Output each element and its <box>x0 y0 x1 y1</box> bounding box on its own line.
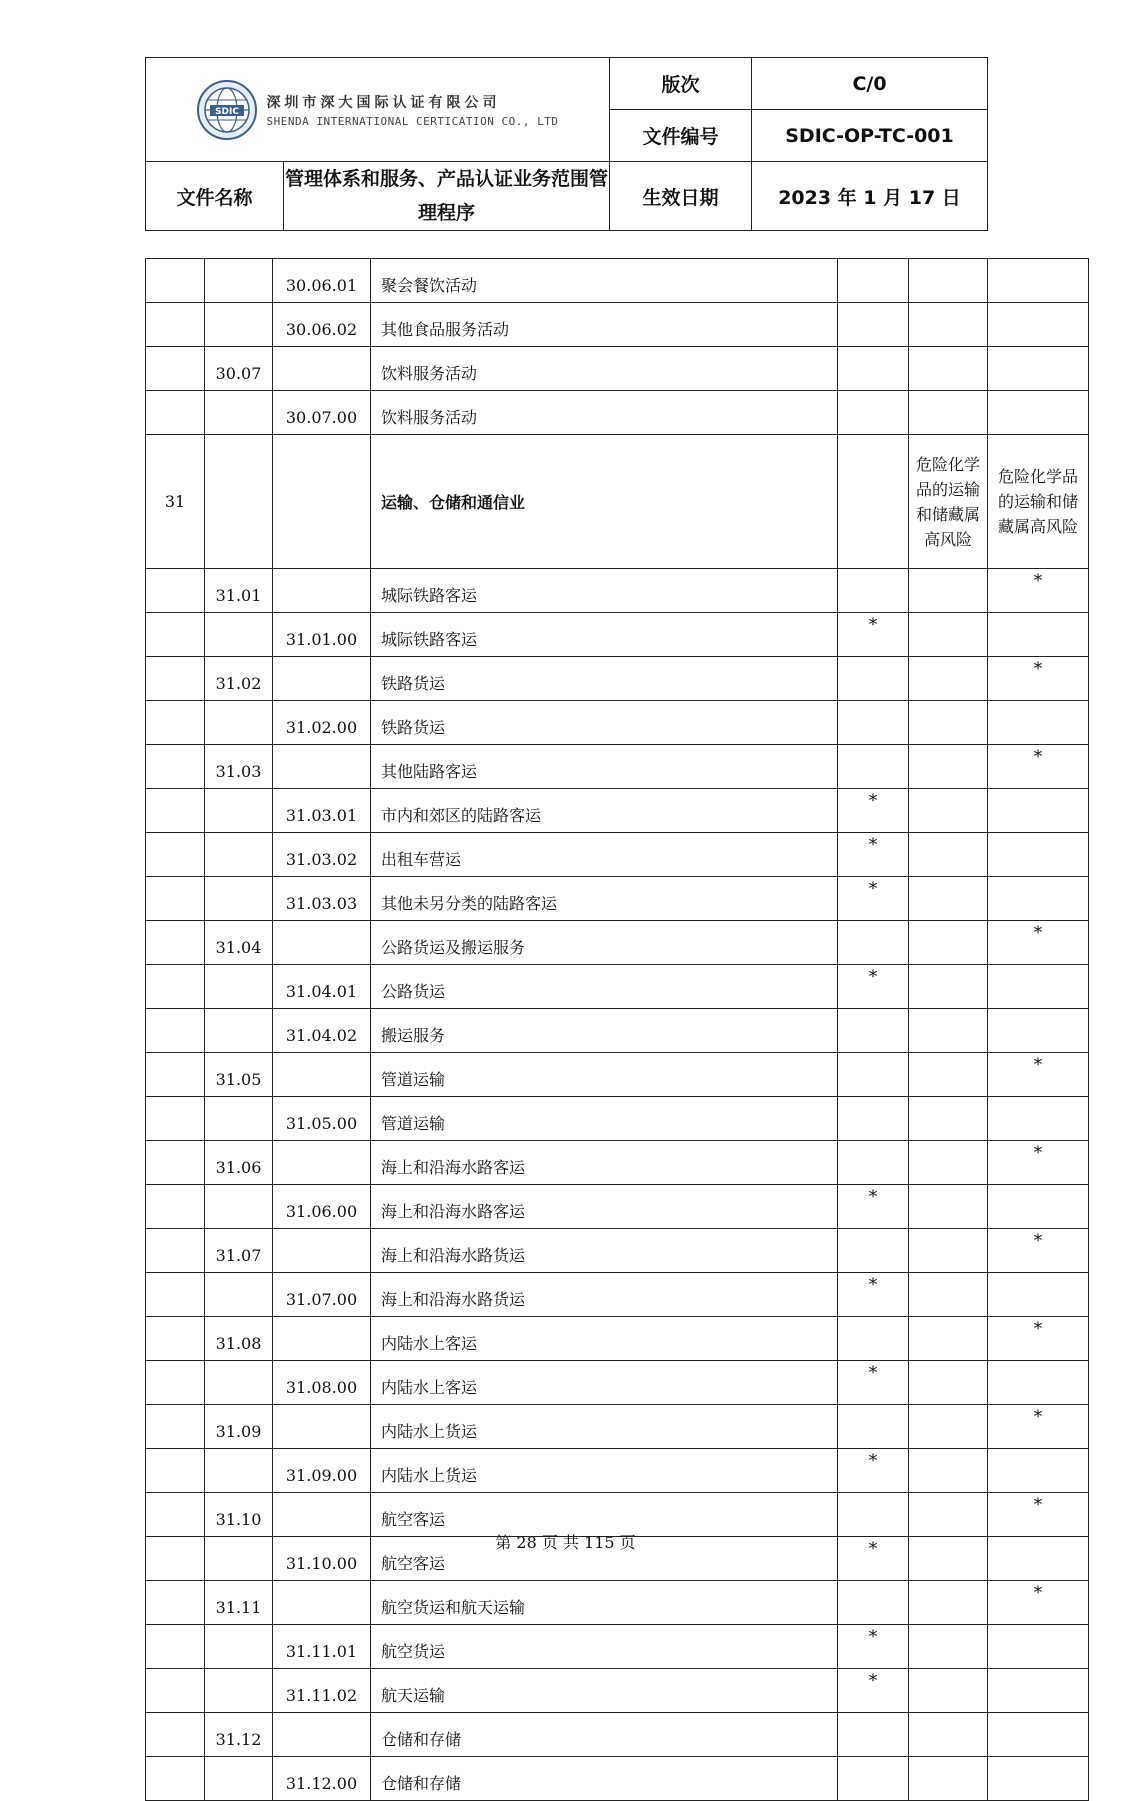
table-row <box>146 1097 1089 1141</box>
level1-code-cell <box>146 1361 205 1405</box>
table-row <box>146 569 1089 613</box>
mark-cell: * <box>838 1537 909 1581</box>
scope-name-cell: 其他食品服务活动 <box>371 303 838 347</box>
scope-name-cell: 航空客运 <box>371 1493 838 1537</box>
risk-cell-2: * <box>988 1493 1089 1537</box>
scope-name-cell: 其他陆路客运 <box>371 745 838 789</box>
level3-code-cell: 31.11.02 <box>273 1669 371 1713</box>
mark-cell <box>838 701 909 745</box>
mark-cell <box>838 1317 909 1361</box>
level2-code-cell <box>205 391 273 435</box>
risk-cell-2 <box>988 701 1089 745</box>
risk-cell-1 <box>909 965 988 1009</box>
risk-cell-2: * <box>988 1229 1089 1273</box>
level2-code-cell <box>205 877 273 921</box>
level1-code-cell <box>146 745 205 789</box>
scope-name-cell: 海上和沿海水路客运 <box>371 1141 838 1185</box>
scope-name-cell: 航天运输 <box>371 1669 838 1713</box>
level2-code-cell <box>205 1449 273 1493</box>
table-row <box>146 1405 1089 1449</box>
level1-code-cell <box>146 1757 205 1801</box>
scope-name-cell: 城际铁路客运 <box>371 613 838 657</box>
mark-cell <box>838 1229 909 1273</box>
mark-cell <box>838 1757 909 1801</box>
level3-code-cell <box>273 921 371 965</box>
effective-date-value: 2023 年 1 月 17 日 <box>752 162 988 231</box>
mark-cell: * <box>838 789 909 833</box>
level3-code-cell: 31.02.00 <box>273 701 371 745</box>
risk-cell-1: 危险化学品的运输和储藏属高风险 <box>909 435 988 569</box>
table-row <box>146 303 1089 347</box>
risk-cell-2 <box>988 1361 1089 1405</box>
doc-number-label: 文件编号 <box>610 110 752 162</box>
level2-code-cell: 31.04 <box>205 921 273 965</box>
table-row <box>146 1581 1089 1625</box>
risk-cell-2: * <box>988 1141 1089 1185</box>
level3-code-cell <box>273 347 371 391</box>
table-row <box>146 1625 1089 1669</box>
level2-code-cell: 31.09 <box>205 1405 273 1449</box>
level2-code-cell <box>205 1185 273 1229</box>
level1-code-cell <box>146 1053 205 1097</box>
risk-cell-1 <box>909 1361 988 1405</box>
mark-cell: * <box>838 1273 909 1317</box>
scope-name-cell: 城际铁路客运 <box>371 569 838 613</box>
scope-name-cell: 航空客运 <box>371 1537 838 1581</box>
risk-cell-1 <box>909 613 988 657</box>
risk-cell-1 <box>909 789 988 833</box>
risk-cell-2 <box>988 965 1089 1009</box>
level1-code-cell <box>146 613 205 657</box>
scope-name-cell: 市内和郊区的陆路客运 <box>371 789 838 833</box>
level1-code-cell <box>146 1273 205 1317</box>
risk-cell-2 <box>988 1757 1089 1801</box>
risk-cell-2: * <box>988 1053 1089 1097</box>
risk-cell-2 <box>988 1625 1089 1669</box>
risk-cell-1 <box>909 833 988 877</box>
table-row <box>146 789 1089 833</box>
scope-name-cell: 管道运输 <box>371 1097 838 1141</box>
risk-cell-2 <box>988 1185 1089 1229</box>
doc-number-value: SDIC-OP-TC-001 <box>752 110 988 162</box>
table-row <box>146 921 1089 965</box>
level1-code-cell <box>146 1097 205 1141</box>
scope-name-cell: 内陆水上货运 <box>371 1405 838 1449</box>
risk-cell-2: * <box>988 1581 1089 1625</box>
risk-cell-1 <box>909 303 988 347</box>
mark-cell: * <box>838 1669 909 1713</box>
scope-table <box>145 258 1089 1801</box>
level2-code-cell: 31.12 <box>205 1713 273 1757</box>
level1-code-cell <box>146 1229 205 1273</box>
level1-code-cell <box>146 657 205 701</box>
table-row <box>146 701 1089 745</box>
level3-code-cell <box>273 569 371 613</box>
mark-cell: * <box>838 965 909 1009</box>
level2-code-cell <box>205 1361 273 1405</box>
company-name-en: SHENDA INTERNATIONAL CERTICATION CO., LTD <box>266 114 559 128</box>
doc-name-value: 管理体系和服务、产品认证业务范围管理程序 <box>284 162 610 231</box>
risk-cell-1 <box>909 259 988 303</box>
level2-code-cell <box>205 613 273 657</box>
level2-code-cell <box>205 1097 273 1141</box>
level2-code-cell <box>205 435 273 569</box>
risk-cell-1 <box>909 1141 988 1185</box>
mark-cell: * <box>838 877 909 921</box>
scope-name-cell: 管道运输 <box>371 1053 838 1097</box>
mark-cell <box>838 1053 909 1097</box>
risk-cell-1 <box>909 1185 988 1229</box>
level3-code-cell: 30.06.01 <box>273 259 371 303</box>
risk-cell-1 <box>909 1625 988 1669</box>
risk-cell-2: * <box>988 657 1089 701</box>
level2-code-cell <box>205 1669 273 1713</box>
mark-cell: * <box>838 1449 909 1493</box>
risk-cell-1 <box>909 1053 988 1097</box>
company-logo-icon <box>196 79 258 141</box>
level3-code-cell: 31.05.00 <box>273 1097 371 1141</box>
table-row <box>146 1317 1089 1361</box>
level1-code-cell <box>146 303 205 347</box>
company-name-cn: 深圳市深大国际认证有限公司 <box>266 94 501 111</box>
level1-code-cell <box>146 569 205 613</box>
risk-cell-1 <box>909 1317 988 1361</box>
risk-cell-2 <box>988 789 1089 833</box>
mark-cell <box>838 1581 909 1625</box>
level3-code-cell <box>273 1053 371 1097</box>
scope-name-cell: 其他未另分类的陆路客运 <box>371 877 838 921</box>
risk-cell-2 <box>988 1713 1089 1757</box>
level3-code-cell: 31.04.02 <box>273 1009 371 1053</box>
level2-code-cell: 31.11 <box>205 1581 273 1625</box>
document-header <box>145 57 988 231</box>
scope-name-cell: 仓储和存储 <box>371 1757 838 1801</box>
risk-cell-1 <box>909 921 988 965</box>
level3-code-cell: 31.09.00 <box>273 1449 371 1493</box>
scope-name-cell: 内陆水上客运 <box>371 1317 838 1361</box>
mark-cell: * <box>838 833 909 877</box>
risk-cell-2 <box>988 1669 1089 1713</box>
risk-cell-2: * <box>988 1405 1089 1449</box>
mark-cell <box>838 1405 909 1449</box>
level3-code-cell <box>273 745 371 789</box>
level2-code-cell <box>205 789 273 833</box>
mark-cell <box>838 745 909 789</box>
mark-cell: * <box>838 1625 909 1669</box>
table-row <box>146 745 1089 789</box>
risk-cell-1 <box>909 1713 988 1757</box>
level2-code-cell <box>205 1009 273 1053</box>
table-row <box>146 1273 1089 1317</box>
level2-code-cell: 31.10 <box>205 1493 273 1537</box>
mark-cell <box>838 921 909 965</box>
level3-code-cell: 31.12.00 <box>273 1757 371 1801</box>
mark-cell <box>838 435 909 569</box>
risk-cell-2 <box>988 259 1089 303</box>
risk-cell-2 <box>988 347 1089 391</box>
scope-name-cell: 铁路货运 <box>371 701 838 745</box>
level2-code-cell <box>205 1625 273 1669</box>
risk-cell-1 <box>909 657 988 701</box>
scope-name-cell: 航空货运 <box>371 1625 838 1669</box>
level3-code-cell <box>273 1229 371 1273</box>
table-row <box>146 833 1089 877</box>
level2-code-cell <box>205 1757 273 1801</box>
level1-code-cell <box>146 1625 205 1669</box>
level2-code-cell: 31.08 <box>205 1317 273 1361</box>
table-row <box>146 1053 1089 1097</box>
risk-cell-1 <box>909 1009 988 1053</box>
mark-cell: * <box>838 613 909 657</box>
scope-name-cell: 仓储和存储 <box>371 1713 838 1757</box>
page-footer: 第 28 页 共 115 页 <box>495 1533 636 1552</box>
level1-code-cell <box>146 921 205 965</box>
table-row <box>146 347 1089 391</box>
table-row <box>146 1141 1089 1185</box>
doc-name-label: 文件名称 <box>146 162 284 231</box>
scope-name-cell: 饮料服务活动 <box>371 391 838 435</box>
risk-cell-1 <box>909 569 988 613</box>
scope-name-cell: 航空货运和航天运输 <box>371 1581 838 1625</box>
level3-code-cell: 31.03.02 <box>273 833 371 877</box>
risk-cell-1 <box>909 1229 988 1273</box>
scope-name-cell: 聚会餐饮活动 <box>371 259 838 303</box>
risk-cell-2 <box>988 1273 1089 1317</box>
mark-cell <box>838 657 909 701</box>
risk-cell-1 <box>909 1405 988 1449</box>
svg-text:SDIC: SDIC <box>215 106 240 117</box>
level1-code-cell <box>146 1449 205 1493</box>
level1-code-cell <box>146 1669 205 1713</box>
risk-cell-1 <box>909 745 988 789</box>
scope-name-cell: 海上和沿海水路货运 <box>371 1273 838 1317</box>
level1-code-cell <box>146 391 205 435</box>
table-row <box>146 1361 1089 1405</box>
table-row <box>146 1449 1089 1493</box>
level1-code-cell <box>146 259 205 303</box>
level2-code-cell <box>205 303 273 347</box>
level1-code-cell <box>146 1713 205 1757</box>
mark-cell <box>838 1713 909 1757</box>
level3-code-cell <box>273 1713 371 1757</box>
risk-cell-1 <box>909 1273 988 1317</box>
risk-cell-1 <box>909 701 988 745</box>
mark-cell <box>838 347 909 391</box>
scope-name-cell: 饮料服务活动 <box>371 347 838 391</box>
level2-code-cell <box>205 259 273 303</box>
table-row <box>146 657 1089 701</box>
table-row <box>146 965 1089 1009</box>
scope-name-cell: 公路货运 <box>371 965 838 1009</box>
level1-code-cell <box>146 1185 205 1229</box>
table-row <box>146 1009 1089 1053</box>
level1-code-cell <box>146 347 205 391</box>
version-value: C/0 <box>752 58 988 110</box>
scope-name-cell: 运输、仓储和通信业 <box>371 435 838 569</box>
risk-cell-2 <box>988 1449 1089 1493</box>
risk-cell-2: * <box>988 1317 1089 1361</box>
level2-code-cell: 31.02 <box>205 657 273 701</box>
risk-cell-1 <box>909 1581 988 1625</box>
level1-code-cell <box>146 701 205 745</box>
mark-cell <box>838 1009 909 1053</box>
risk-cell-2 <box>988 1097 1089 1141</box>
table-row <box>146 1713 1089 1757</box>
mark-cell <box>838 1141 909 1185</box>
level2-code-cell: 31.07 <box>205 1229 273 1273</box>
level3-code-cell: 31.07.00 <box>273 1273 371 1317</box>
level1-code-cell <box>146 877 205 921</box>
level3-code-cell: 31.10.00 <box>273 1537 371 1581</box>
level2-code-cell: 31.03 <box>205 745 273 789</box>
table-row <box>146 435 1089 569</box>
level3-code-cell <box>273 657 371 701</box>
level2-code-cell <box>205 701 273 745</box>
level2-code-cell <box>205 965 273 1009</box>
level2-code-cell <box>205 1273 273 1317</box>
level1-code-cell <box>146 1009 205 1053</box>
version-label: 版次 <box>610 58 752 110</box>
table-row <box>146 1185 1089 1229</box>
level1-code-cell: 31 <box>146 435 205 569</box>
level2-code-cell: 31.06 <box>205 1141 273 1185</box>
scope-name-cell: 搬运服务 <box>371 1009 838 1053</box>
risk-cell-1 <box>909 347 988 391</box>
risk-cell-2 <box>988 303 1089 347</box>
level3-code-cell <box>273 1317 371 1361</box>
level1-code-cell <box>146 965 205 1009</box>
scope-name-cell: 公路货运及搬运服务 <box>371 921 838 965</box>
level1-code-cell <box>146 1405 205 1449</box>
risk-cell-2 <box>988 391 1089 435</box>
risk-cell-2 <box>988 1009 1089 1053</box>
scope-name-cell: 海上和沿海水路货运 <box>371 1229 838 1273</box>
level3-code-cell <box>273 435 371 569</box>
risk-cell-2: * <box>988 745 1089 789</box>
level3-code-cell <box>273 1581 371 1625</box>
mark-cell <box>838 303 909 347</box>
table-row <box>146 877 1089 921</box>
mark-cell: * <box>838 1185 909 1229</box>
level3-code-cell <box>273 1405 371 1449</box>
level3-code-cell: 31.06.00 <box>273 1185 371 1229</box>
mark-cell <box>838 259 909 303</box>
risk-cell-1 <box>909 1669 988 1713</box>
risk-cell-1 <box>909 877 988 921</box>
scope-name-cell: 海上和沿海水路客运 <box>371 1185 838 1229</box>
level1-code-cell <box>146 789 205 833</box>
level3-code-cell: 31.03.03 <box>273 877 371 921</box>
level1-code-cell <box>146 833 205 877</box>
risk-cell-2 <box>988 833 1089 877</box>
level3-code-cell: 31.01.00 <box>273 613 371 657</box>
table-row <box>146 1669 1089 1713</box>
table-row <box>146 613 1089 657</box>
scope-name-cell: 内陆水上客运 <box>371 1361 838 1405</box>
risk-cell-1 <box>909 391 988 435</box>
level1-code-cell <box>146 1581 205 1625</box>
level3-code-cell: 31.04.01 <box>273 965 371 1009</box>
mark-cell: * <box>838 1361 909 1405</box>
table-row <box>146 1229 1089 1273</box>
mark-cell <box>838 569 909 613</box>
scope-name-cell: 内陆水上货运 <box>371 1449 838 1493</box>
risk-cell-2 <box>988 877 1089 921</box>
risk-cell-1 <box>909 1757 988 1801</box>
mark-cell <box>838 1097 909 1141</box>
level2-code-cell <box>205 833 273 877</box>
level2-code-cell: 31.01 <box>205 569 273 613</box>
scope-name-cell: 出租车营运 <box>371 833 838 877</box>
scope-name-cell: 铁路货运 <box>371 657 838 701</box>
level3-code-cell <box>273 1141 371 1185</box>
level3-code-cell: 30.06.02 <box>273 303 371 347</box>
level1-code-cell <box>146 1141 205 1185</box>
company-logo-block <box>146 58 610 162</box>
table-row <box>146 1757 1089 1801</box>
effective-date-label: 生效日期 <box>610 162 752 231</box>
level3-code-cell: 31.11.01 <box>273 1625 371 1669</box>
level1-code-cell <box>146 1317 205 1361</box>
risk-cell-1 <box>909 1097 988 1141</box>
risk-cell-2: * <box>988 569 1089 613</box>
mark-cell <box>838 391 909 435</box>
level2-code-cell: 31.05 <box>205 1053 273 1097</box>
table-row <box>146 259 1089 303</box>
level3-code-cell: 31.03.01 <box>273 789 371 833</box>
risk-cell-1 <box>909 1449 988 1493</box>
risk-cell-2: * <box>988 921 1089 965</box>
table-row <box>146 391 1089 435</box>
level2-code-cell: 30.07 <box>205 347 273 391</box>
risk-cell-2 <box>988 613 1089 657</box>
level3-code-cell: 30.07.00 <box>273 391 371 435</box>
level3-code-cell: 31.08.00 <box>273 1361 371 1405</box>
risk-cell-2: 危险化学品的运输和储藏属高风险 <box>988 435 1089 569</box>
